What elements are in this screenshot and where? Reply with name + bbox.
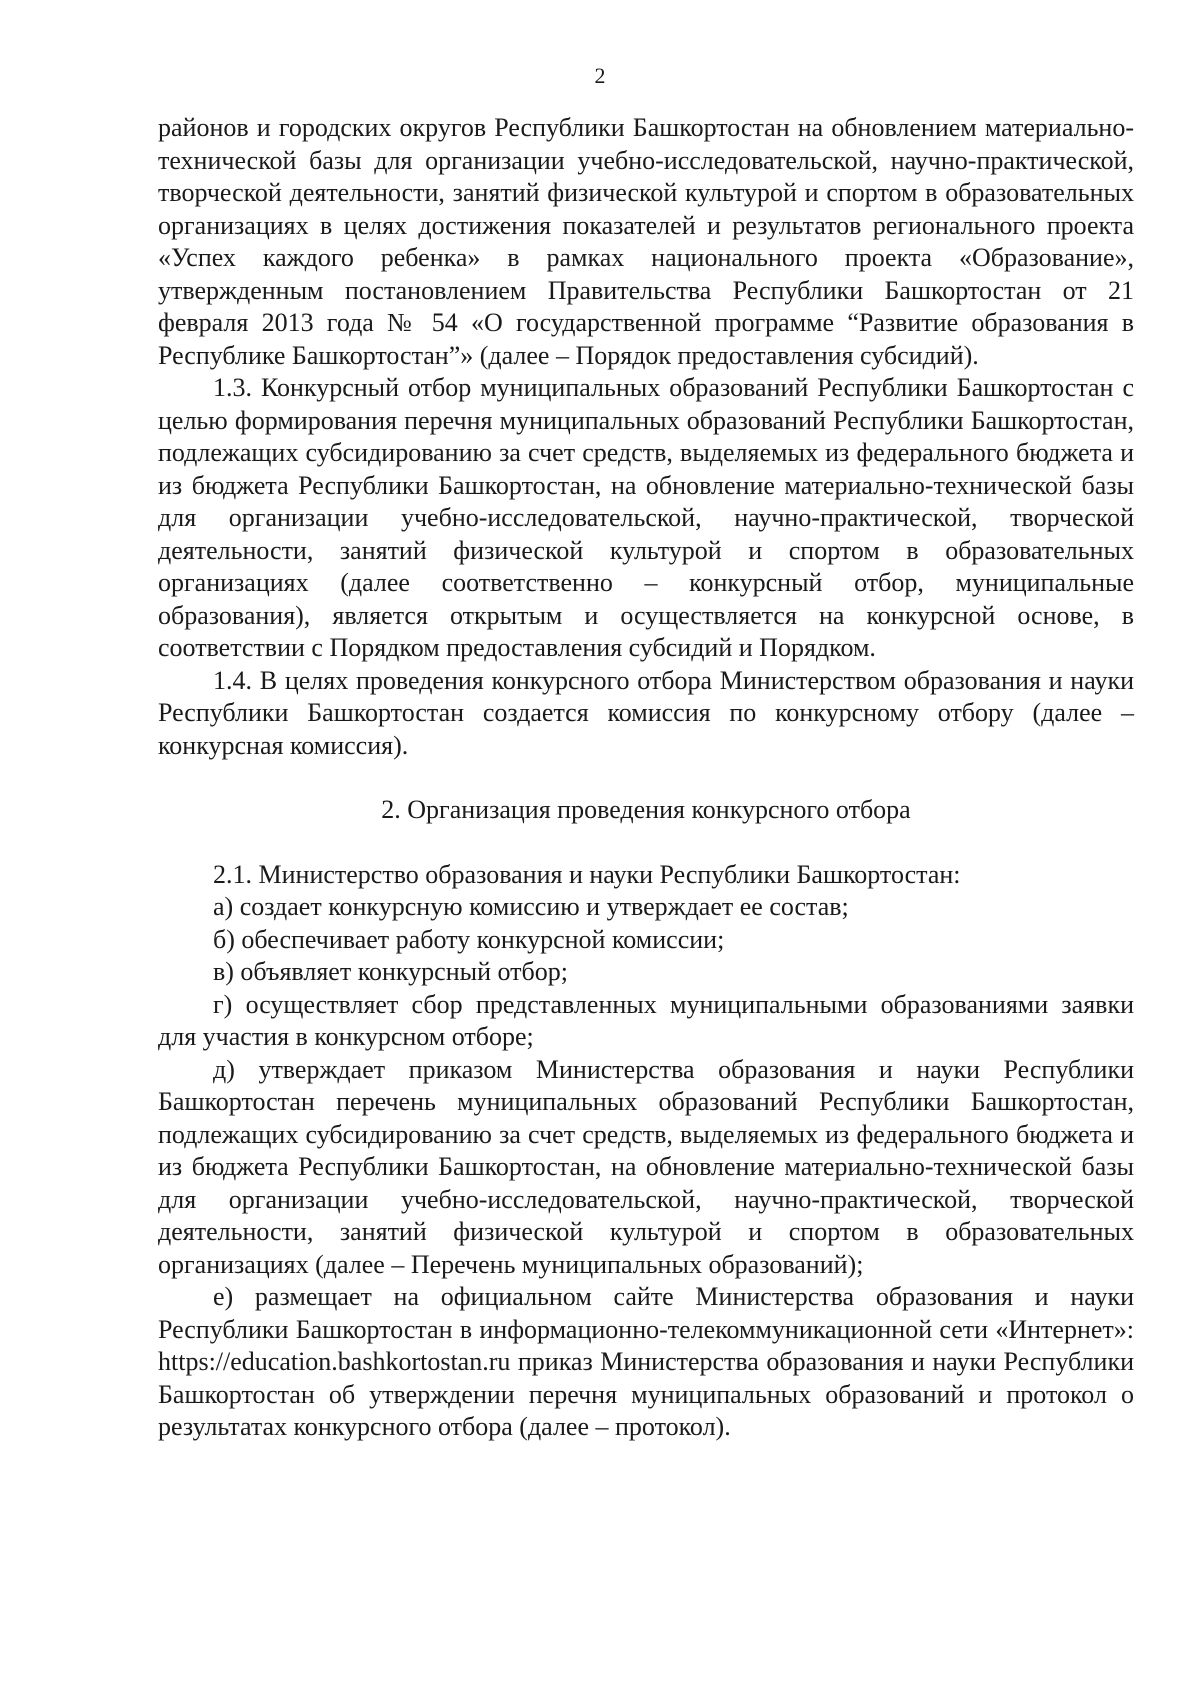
list-item-e: е) размещает на официальном сайте Министерства образования и науки Республики Башкортостан в информационно-телекоммуникационной сети «Интернет»: https://education.bashkortostan.ru приказ Министерства образования и науки Республики Башкортостан об утверждении перечня муниципальных образований и протокол о результатах конкурсного отбора (далее – протокол). [158,1282,1134,1441]
list-item-a: а) создает конкурсную комиссию и утверждает ее состав; [213,892,849,921]
section-heading: 2. Организация проведения конкурсного отбора [381,795,911,824]
page-number: 2 [594,63,606,88]
document-body [158,112,1134,1444]
paragraph-1-4: 1.4. В целях проведения конкурсного отбора Министерством образования и науки Республики Башкортостан создается комиссия по конкурсному отбору (далее – конкурсная комиссия). [158,665,1134,760]
list-item-v: в) объявляет конкурсный отбор; [213,957,568,986]
paragraph-1-3: 1.3. Конкурсный отбор муниципальных образований Республики Башкортостан с целью формирования перечня муниципальных образований Республики Башкортостан, подлежащих субсидированию за счет средств, выделяемых из федерального бюджета и из бюджета Республики Башкортостан, на обновление материально-технической базы для организации учебно-исследовательской, научно-практической, творческой деятельности, занятий физической культурой и спортом в образовательных организациях (далее соответственно – конкурсный отбор, муниципальные образования), является открытым и осуществляется на конкурсной основе, в соответствии с Порядком предоставления субсидий и Порядком. [158,373,1134,662]
list-item-b: б) обеспечивает работу конкурсной комиссии; [213,924,725,954]
paragraph-continuation: районов и городских округов Республики Башкортостан на обновлением материально-технической базы для организации учебно-исследовательской, научно-практической, творческой деятельности, занятий физической культурой и спортом в образовательных организациях в целях достижения показателей и результатов регионального проекта «Успех каждого ребенка» в рамках национального проекта «Образование», утвержденным постановлением Правительства Республики Башкортостан от 21 февраля 2013 года № 54 «О государственной программе “Развитие образования в Республике Башкортостан”» (далее – Порядок предоставления субсидий). [158,113,1134,370]
list-item-g: г) осуществляет сбор представленных муниципальными образованиями заявки для участия в конкурсном отборе; [158,989,1134,1051]
paragraph-2-1: 2.1. Министерство образования и науки Республики Башкортостан: [213,859,961,889]
list-item-d: д) утверждает приказом Министерства образования и науки Республики Башкортостан перечень муниципальных образований Республики Башкортостан, подлежащих субсидированию за счет средств, выделяемых из федерального бюджета и из бюджета Республики Башкортостан, на обновление материально-технической базы для организации учебно-исследовательской, научно-практической, творческой деятельности, занятий физической культурой и спортом в образовательных организациях (далее – Перечень муниципальных образований); [158,1054,1134,1279]
